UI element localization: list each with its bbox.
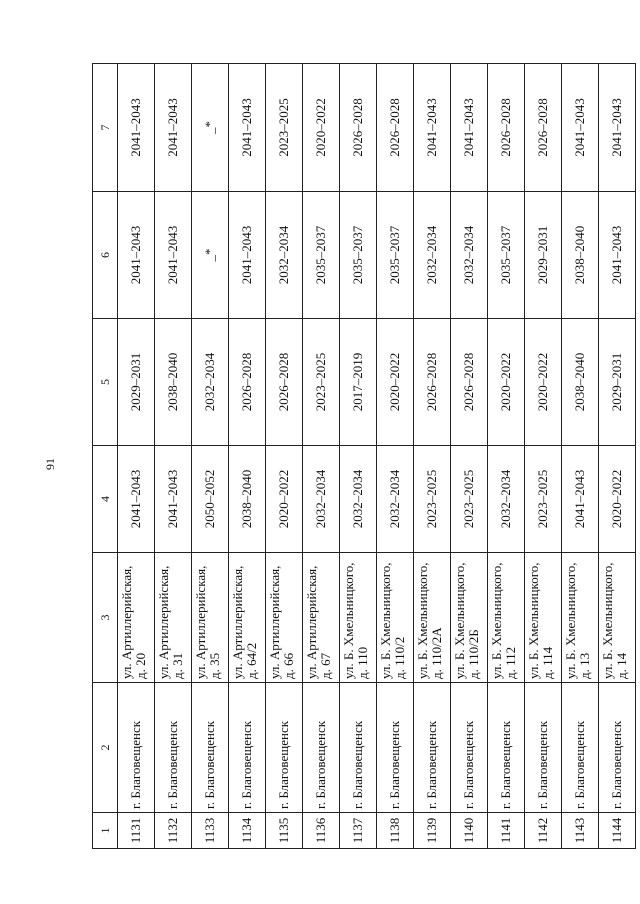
period-cell-col6: 2041–2043 (229, 192, 266, 319)
row-number-cell: 1137 (340, 813, 377, 849)
table-row (562, 64, 599, 849)
period-cell-col7: 2023–2025 (266, 64, 303, 192)
table-row (229, 64, 266, 849)
row-number-cell: 1139 (414, 813, 451, 849)
period-cell-col5: 2023–2025 (303, 319, 340, 446)
period-cell-col4: 2023–2025 (525, 446, 562, 553)
period-cell-col6: 2032–2034 (451, 192, 488, 319)
city-cell: г. Благовещенск (266, 683, 303, 813)
rotated-table-area (92, 64, 629, 849)
period-cell-col7: 2041–2043 (451, 64, 488, 192)
city-cell: г. Благовещенск (192, 683, 229, 813)
period-cell-col5: 2020–2022 (488, 319, 525, 446)
city-cell: г. Благовещенск (303, 683, 340, 813)
table-row (303, 64, 340, 849)
row-number-cell: 1138 (377, 813, 414, 849)
period-cell-col4: 2020–2022 (266, 446, 303, 553)
period-cell-col5: 2026–2028 (451, 319, 488, 446)
table-row (155, 64, 192, 849)
period-cell-col7: 2026–2028 (377, 64, 414, 192)
column-header: 5 (93, 319, 118, 446)
period-cell-col4: 2041–2043 (118, 446, 155, 553)
period-cell-col5: 2026–2028 (266, 319, 303, 446)
period-cell-col5: 2029–2031 (599, 319, 636, 446)
period-cell-col7: 2020–2022 (303, 64, 340, 192)
row-number-cell: 1136 (303, 813, 340, 849)
city-cell: г. Благовещенск (340, 683, 377, 813)
period-cell-col7: 2041–2043 (118, 64, 155, 192)
period-cell-col7: 2026–2028 (340, 64, 377, 192)
period-cell-col5: 2029–2031 (118, 319, 155, 446)
period-cell-col7: 2041–2043 (414, 64, 451, 192)
city-cell: г. Благовещенск (451, 683, 488, 813)
period-cell-col7: 2041–2043 (155, 64, 192, 192)
data-table (92, 63, 636, 849)
address-cell: ул. Артиллерийская, д. 31 (155, 553, 192, 683)
page-number: 91 (43, 458, 57, 470)
table-row (451, 64, 488, 849)
period-cell-col4: 2050–2052 (192, 446, 229, 553)
city-cell: г. Благовещенск (488, 683, 525, 813)
address-cell: ул. Б. Хмельницкого, д. 110/2А (414, 553, 451, 683)
table-wrapper (92, 64, 629, 849)
table-row (192, 64, 229, 849)
period-cell-col7: _* (192, 64, 229, 192)
period-cell-col5: 2020–2022 (377, 319, 414, 446)
period-cell-col5: 2020–2022 (525, 319, 562, 446)
address-cell: ул. Б. Хмельницкого, д. 14 (599, 553, 636, 683)
period-cell-col4: 2023–2025 (451, 446, 488, 553)
address-cell: ул. Б. Хмельницкого, д. 114 (525, 553, 562, 683)
period-cell-col6: 2035–2037 (340, 192, 377, 319)
period-cell-col6: 2035–2037 (488, 192, 525, 319)
address-cell: ул. Артиллерийская, д. 64/2 (229, 553, 266, 683)
city-cell: г. Благовещенск (414, 683, 451, 813)
period-cell-col5: 2026–2028 (229, 319, 266, 446)
table-row (340, 64, 377, 849)
period-cell-col4: 2023–2025 (414, 446, 451, 553)
table-row (414, 64, 451, 849)
row-number-cell: 1140 (451, 813, 488, 849)
city-cell: г. Благовещенск (562, 683, 599, 813)
period-cell-col6: 2032–2034 (414, 192, 451, 319)
period-cell-col5: 2032–2034 (192, 319, 229, 446)
row-number-cell: 1144 (599, 813, 636, 849)
period-cell-col6: 2035–2037 (377, 192, 414, 319)
row-number-cell: 1132 (155, 813, 192, 849)
period-cell-col4: 2041–2043 (562, 446, 599, 553)
period-cell-col6: 2041–2043 (155, 192, 192, 319)
address-cell: ул. Артиллерийская, д. 35 (192, 553, 229, 683)
table-row (488, 64, 525, 849)
address-cell: ул. Артиллерийская, д. 66 (266, 553, 303, 683)
address-cell: ул. Артиллерийская, д. 20 (118, 553, 155, 683)
row-number-cell: 1135 (266, 813, 303, 849)
row-number-cell: 1134 (229, 813, 266, 849)
period-cell-col6: 2032–2034 (266, 192, 303, 319)
period-cell-col6: 2041–2043 (599, 192, 636, 319)
row-number-cell: 1143 (562, 813, 599, 849)
row-number-cell: 1133 (192, 813, 229, 849)
period-cell-col6: 2038–2040 (562, 192, 599, 319)
period-cell-col4: 2032–2034 (340, 446, 377, 553)
table-row (377, 64, 414, 849)
period-cell-col4: 2038–2040 (229, 446, 266, 553)
period-cell-col4: 2032–2034 (488, 446, 525, 553)
period-cell-col7: 2026–2028 (488, 64, 525, 192)
column-header: 1 (93, 813, 118, 849)
row-number-cell: 1141 (488, 813, 525, 849)
period-cell-col5: 2017–2019 (340, 319, 377, 446)
table-row (118, 64, 155, 849)
column-header: 6 (93, 192, 118, 319)
period-cell-col6: 2041–2043 (118, 192, 155, 319)
period-cell-col6: 2035–2037 (303, 192, 340, 319)
period-cell-col7: 2026–2028 (525, 64, 562, 192)
address-cell: ул. Б. Хмельницкого, д. 110 (340, 553, 377, 683)
address-cell: ул. Б. Хмельницкого, д. 112 (488, 553, 525, 683)
city-cell: г. Благовещенск (155, 683, 192, 813)
city-cell: г. Благовещенск (525, 683, 562, 813)
period-cell-col7: 2041–2043 (599, 64, 636, 192)
header-row (93, 64, 118, 849)
period-cell-col4: 2020–2022 (599, 446, 636, 553)
column-header: 4 (93, 446, 118, 553)
city-cell: г. Благовещенск (229, 683, 266, 813)
period-cell-col6: 2029–2031 (525, 192, 562, 319)
period-cell-col4: 2032–2034 (303, 446, 340, 553)
period-cell-col6: _* (192, 192, 229, 319)
period-cell-col4: 2041–2043 (155, 446, 192, 553)
table-row (525, 64, 562, 849)
city-cell: г. Благовещенск (599, 683, 636, 813)
address-cell: ул. Артиллерийская, д. 67 (303, 553, 340, 683)
period-cell-col5: 2026–2028 (414, 319, 451, 446)
column-header: 3 (93, 553, 118, 683)
table-row (599, 64, 636, 849)
address-cell: ул. Б. Хмельницкого, д. 13 (562, 553, 599, 683)
period-cell-col7: 2041–2043 (229, 64, 266, 192)
address-cell: ул. Б. Хмельницкого, д. 110/2 (377, 553, 414, 683)
city-cell: г. Благовещенск (118, 683, 155, 813)
table-row (266, 64, 303, 849)
table-body (118, 64, 636, 849)
city-cell: г. Благовещенск (377, 683, 414, 813)
period-cell-col5: 2038–2040 (155, 319, 192, 446)
period-cell-col7: 2041–2043 (562, 64, 599, 192)
row-number-cell: 1131 (118, 813, 155, 849)
column-header: 2 (93, 683, 118, 813)
row-number-cell: 1142 (525, 813, 562, 849)
period-cell-col5: 2038–2040 (562, 319, 599, 446)
period-cell-col4: 2032–2034 (377, 446, 414, 553)
address-cell: ул. Б. Хмельницкого, д. 110/2Б (451, 553, 488, 683)
column-header: 7 (93, 64, 118, 192)
